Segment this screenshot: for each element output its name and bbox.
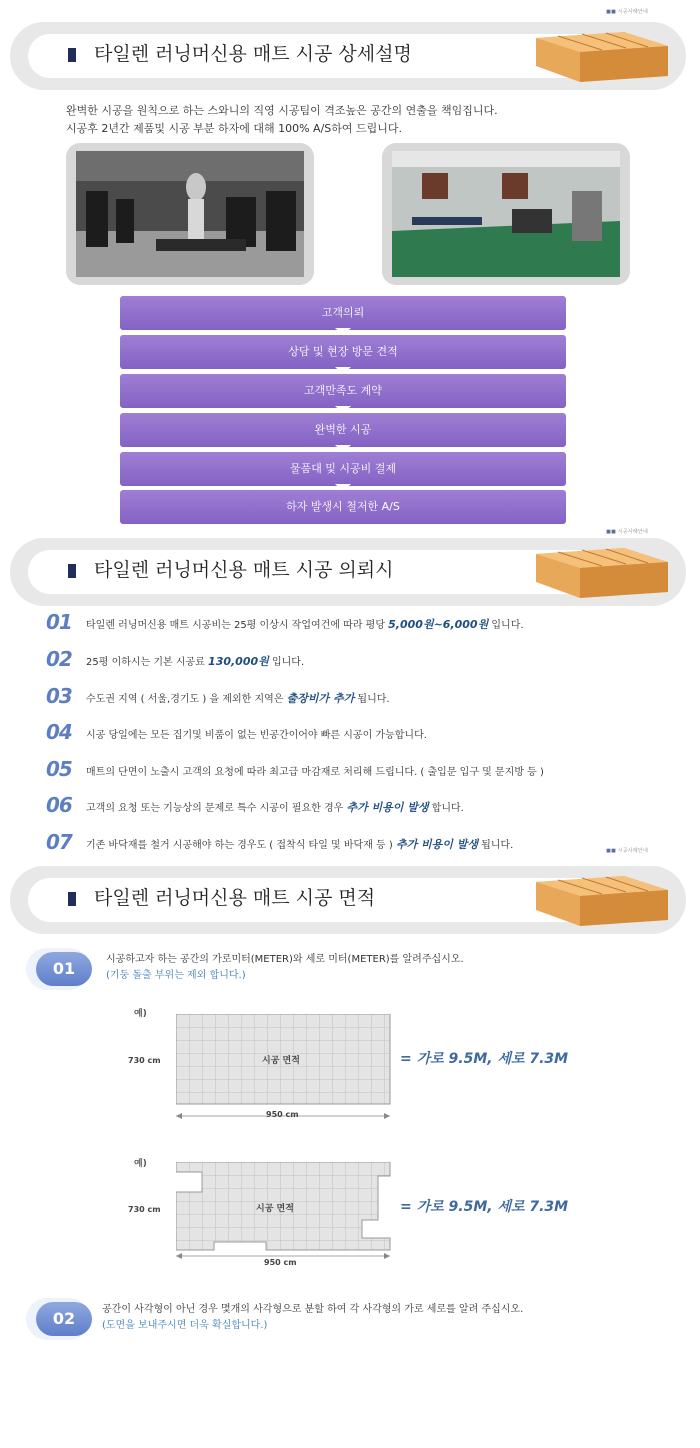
brand-mark: ■■ 시공사례안내 <box>606 528 648 535</box>
intro-text <box>66 102 498 138</box>
section-title: 타일렌 러닝머신용 매트 시공 면적 <box>94 887 376 909</box>
section-header-area <box>10 866 686 934</box>
process-step-1: 고객의뢰 <box>120 296 566 330</box>
bullet-icon <box>68 892 76 906</box>
condition-number: 07 <box>46 830 72 854</box>
condition-number: 05 <box>46 757 72 781</box>
section-header-request <box>10 538 686 606</box>
brand-mark: ■■ 시공사례안내 <box>606 8 648 15</box>
condition-number: 04 <box>46 720 72 744</box>
process-step-3: 고객만족도 계약 <box>120 374 566 408</box>
example-label: 예) <box>134 1159 147 1169</box>
area-result: = 가로 9.5M, 세로 7.3M <box>400 1199 569 1215</box>
area-label: 시공 면적 <box>256 1204 294 1214</box>
step1-text: 시공하고자 하는 공간의 가로미터(METER)와 세로 미터(METER)를 알려주십시오. (기둥 돌출 부위는 제외 합니다.) <box>106 954 464 981</box>
step-number-badge: 02 <box>36 1302 92 1336</box>
area-label: 시공 면적 <box>262 1056 300 1066</box>
width-label: 950 cm <box>266 1110 299 1119</box>
bullet-icon <box>68 48 76 62</box>
condition-number: 03 <box>46 684 72 708</box>
mat-image <box>532 546 672 598</box>
section-title: 타일렌 러닝머신용 매트 시공 의뢰시 <box>94 559 394 581</box>
height-label: 730 cm <box>128 1205 161 1214</box>
arrow-down-icon <box>335 445 351 452</box>
process-step-5: 물품대 및 시공비 결제 <box>120 452 566 486</box>
bullet-icon <box>68 564 76 578</box>
arrow-down-icon <box>335 328 351 335</box>
intro-line-2: 시공후 2년간 제품및 시공 부분 하자에 대해 100% A/S하여 드립니다. <box>66 122 403 135</box>
process-step-2: 상담 및 현장 방문 견적 <box>120 335 566 369</box>
arrow-down-icon <box>335 406 351 413</box>
mat-image <box>532 30 672 82</box>
section-title: 타일렌 러닝머신용 매트 시공 상세설명 <box>94 43 412 65</box>
condition-number: 01 <box>46 610 72 634</box>
brand-mark: ■■ 시공사례안내 <box>606 847 648 854</box>
condition-number: 02 <box>46 647 72 671</box>
gym-photo-room <box>382 143 630 285</box>
section-header-detail <box>10 22 686 90</box>
process-step-6: 하자 발생시 철저한 A/S <box>120 490 566 524</box>
height-label: 730 cm <box>128 1056 161 1065</box>
area-result: = 가로 9.5M, 세로 7.3M <box>400 1051 569 1067</box>
arrow-down-icon <box>335 367 351 374</box>
step2-text: 공간이 사각형이 아닌 경우 몇개의 사각형으로 분할 하여 각 사각형의 가로 세로를 알려 주십시오. (도면을 보내주시면 더욱 확실합니다.) <box>102 1304 524 1331</box>
width-label: 950 cm <box>264 1258 297 1267</box>
example-label: 예) <box>134 1009 147 1019</box>
gym-photo-treadmill <box>66 143 314 285</box>
mat-image <box>532 874 672 926</box>
intro-line-1: 완벽한 시공을 원칙으로 하는 스와니의 직영 시공팀이 격조높은 공간의 연출을 책임집니다. <box>66 104 498 117</box>
step-number-badge: 01 <box>36 952 92 986</box>
condition-number: 06 <box>46 793 72 817</box>
process-step-4: 완벽한 시공 <box>120 413 566 447</box>
